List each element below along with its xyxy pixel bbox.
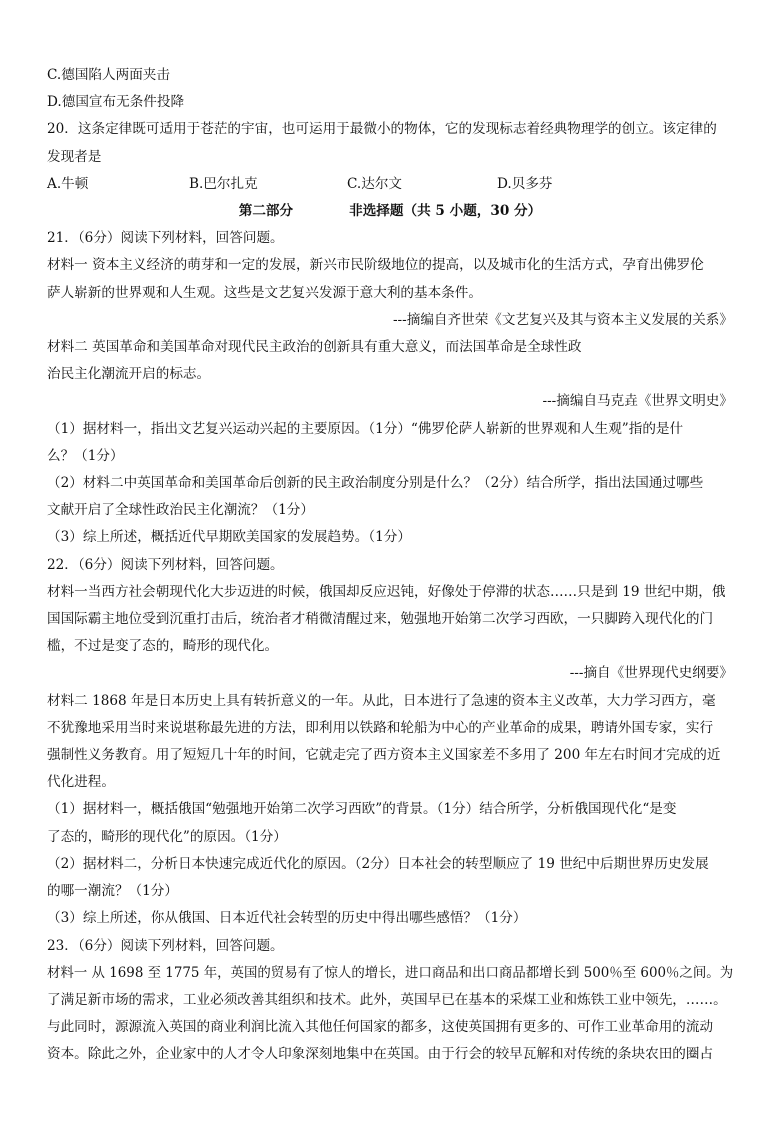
q21-material-2-source: ---摘编自马克垚《世界文明史》 [542,393,733,410]
q21-sub-2-cont: 文献开启了全球性政治民主化潮流？（1分） [47,502,314,519]
q22-material-1-source: ---摘自《世界现代史纲要》 [569,665,733,682]
q21-material-1: 材料一 资本主义经济的萌芽和一定的发展，新兴市民阶级地位的提高，以及城市化的生活方式，孕育出佛罗伦 [47,257,704,274]
q21-material-2-cont: 治民主化潮流开启的标志。 [47,366,211,383]
question-20-stem-cont: 发现者是 [47,148,102,165]
q22-material-1: 材料一当西方社会朝现代化大步迈进的时候，俄国却反应迟钝，好像处于停滞的状态……只是到 19 世纪中期，俄 [47,583,726,600]
section-title [47,198,733,225]
option-d: D.贝多芬 [497,175,553,192]
q21-sub-2: （2）材料二中英国革命和美国革命后创新的民主政治制度分别是什么？（2分）结合所学，指出法国通过哪些 [47,475,704,492]
q21-sub-3: （3）综上所述，概括近代早期欧美国家的发展趋势。（1分） [47,529,411,546]
option-d-q19: D.德国宣布无条件投降 [47,94,185,111]
q22-material-2: 材料二 1868 年是日本历史上具有转折意义的一年。从此，日本进行了急速的资本主义改革，大力学习西方，毫 [47,692,716,709]
option-a: A.牛顿 [47,175,89,192]
q22-material-2-cont3: 代化进程。 [47,774,115,791]
q21-material-2: 材料二 英国革命和美国革命对现代民主政治的创新具有重大意义，而法国革命是全球性政 [47,339,582,356]
section-part-desc: 非选择题（共 5 小题，30 分） [349,203,542,220]
q22-sub-2-cont: 的哪一潮流？（1分） [47,883,178,900]
option-c: C.达尔文 [347,175,403,192]
question-20-stem: 20．这条定律既可适用于苍茫的宇宙，也可运用于最微小的物体，它的发现标志着经典物理学的创立。该定律的 [47,121,717,138]
q22-sub-1: （1）据材料一，概括俄国“勉强地开始第二次学习西欧”的背景。（1分）结合所学，分析俄国现代化“是变 [47,801,677,818]
option-c-q19: C.德国陷人两面夹击 [47,67,170,83]
q23-material-1: 材料一 从 1698 至 1775 年，英国的贸易有了惊人的增长，进口商品和出口商品都增长到 500％至 600％之间。为 [47,964,734,981]
q23-material-1-cont: 了满足新市场的需求，工业必须改善其组织和技术。此外，英国早已在基本的采煤工业和炼铁工业中领先，……。 [47,991,727,1008]
question-21-header: 21．（6分）阅读下列材料，回答问题。 [47,230,284,247]
q21-sub-1: （1）据材料一，指出文艺复兴运动兴起的主要原因。（1分）“佛罗伦萨人崭新的世界观和人生观”指的是什 [47,420,684,437]
q21-sub-1-cont: 么？（1分） [47,447,124,464]
section-part-label: 第二部分 [238,203,294,220]
q22-sub-1-cont: 了态的，畸形的现代化”的原因。（1分） [47,828,287,845]
question-22-header: 22．（6分）阅读下列材料，回答问题。 [47,556,284,573]
q23-material-1-cont2: 与此同时，源源流入英国的商业利润比流入其他任何国家的都多，这使英国拥有更多的、可作工业革命用的流动 [47,1019,714,1036]
q21-material-1-source: ---摘编自齐世荣《文艺复兴及其与资本主义发展的关系》 [392,311,733,328]
question-20-options [47,171,733,198]
q22-sub-2: （2）据材料二，分析日本快速完成近代化的原因。（2分）日本社会的转型顺应了 19 世纪中后期世界历史发展 [47,855,709,872]
q21-material-1-cont: 萨人崭新的世界观和人生观。这些是文艺复兴发源于意大利的基本条件。 [47,284,482,301]
q22-material-1-cont2: 槛，不过是变了态的，畸形的现代化。 [47,638,279,655]
q23-material-1-cont3: 资本。除此之外，企业家中的人才令人印象深刻地集中在英国。由于行会的较早瓦解和对传统的条块农田的圈占 [47,1046,714,1063]
question-23-header: 23．（6分）阅读下列材料，回答问题。 [47,937,284,954]
option-b: B.巴尔扎克 [189,175,258,192]
q22-material-2-cont2: 强制性义务教育。用了短短几十年的时间，它就走完了西方资本主义国家差不多用了 200 年左右时间才完成的近 [47,747,721,764]
q22-material-2-cont: 不犹豫地采用当时来说堪称最先进的方法，即利用以铁路和轮船为中心的产业革命的成果，聘请外国专家，实行 [47,719,714,736]
q22-material-1-cont: 国国际霸主地位受到沉重打击后，统治者才稍微清醒过来，勉强地开始第二次学习西欧，一只脚跨入现代化的门 [47,611,714,628]
exam-page [47,62,733,1069]
q22-sub-3: （3）综上所述，你从俄国、日本近代社会转型的历史中得出哪些感悟？（1分） [47,910,527,927]
